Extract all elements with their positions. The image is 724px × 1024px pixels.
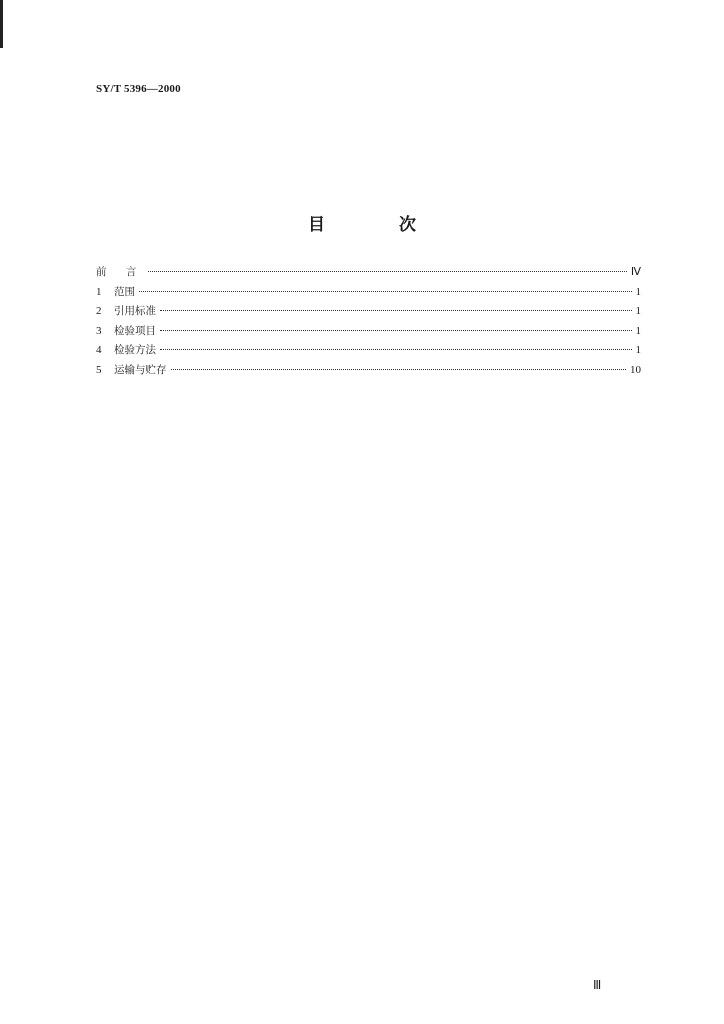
toc-entry-page: 1 [635,344,641,356]
toc-leader-dots [160,310,632,311]
toc-entry-inspection-items[interactable] [96,322,641,342]
toc-entry-scope[interactable] [96,283,641,303]
toc-entry-foreword[interactable] [96,263,641,283]
standard-code: SY/T 5396—2000 [96,83,181,95]
toc-entry-page: 10 [630,363,641,376]
page-number: Ⅲ [593,978,602,992]
scan-edge-mark [0,0,3,48]
toc-entry-page: 1 [635,285,641,298]
toc-leader-dots [160,349,632,350]
toc-entry-label: 运输与贮存 [114,363,167,376]
toc-entry-normative-references[interactable] [96,302,641,322]
toc-leader-dots [171,369,627,370]
toc-entry-page: Ⅳ [630,266,641,278]
toc-entry-number: 5 [96,363,102,376]
table-of-contents [96,263,641,380]
toc-entry-label: 检验项目 [114,324,156,337]
toc-entry-label: 检验方法 [114,344,156,356]
toc-title: 目 次 [308,215,450,235]
toc-entry-label: 前 言 [96,266,145,278]
toc-entry-page: 1 [635,305,641,317]
toc-entry-number: 1 [96,285,102,298]
toc-leader-dots [148,271,627,272]
toc-entry-inspection-methods[interactable] [96,341,641,361]
toc-leader-dots [139,291,632,292]
toc-entry-page: 1 [635,324,641,337]
toc-entry-number: 4 [96,344,102,356]
toc-entry-transport-storage[interactable] [96,361,641,381]
toc-entry-label: 引用标准 [114,305,156,317]
toc-entry-number: 3 [96,324,102,337]
toc-leader-dots [160,330,632,331]
toc-entry-number: 2 [96,305,102,317]
toc-entry-label: 范围 [114,285,135,298]
